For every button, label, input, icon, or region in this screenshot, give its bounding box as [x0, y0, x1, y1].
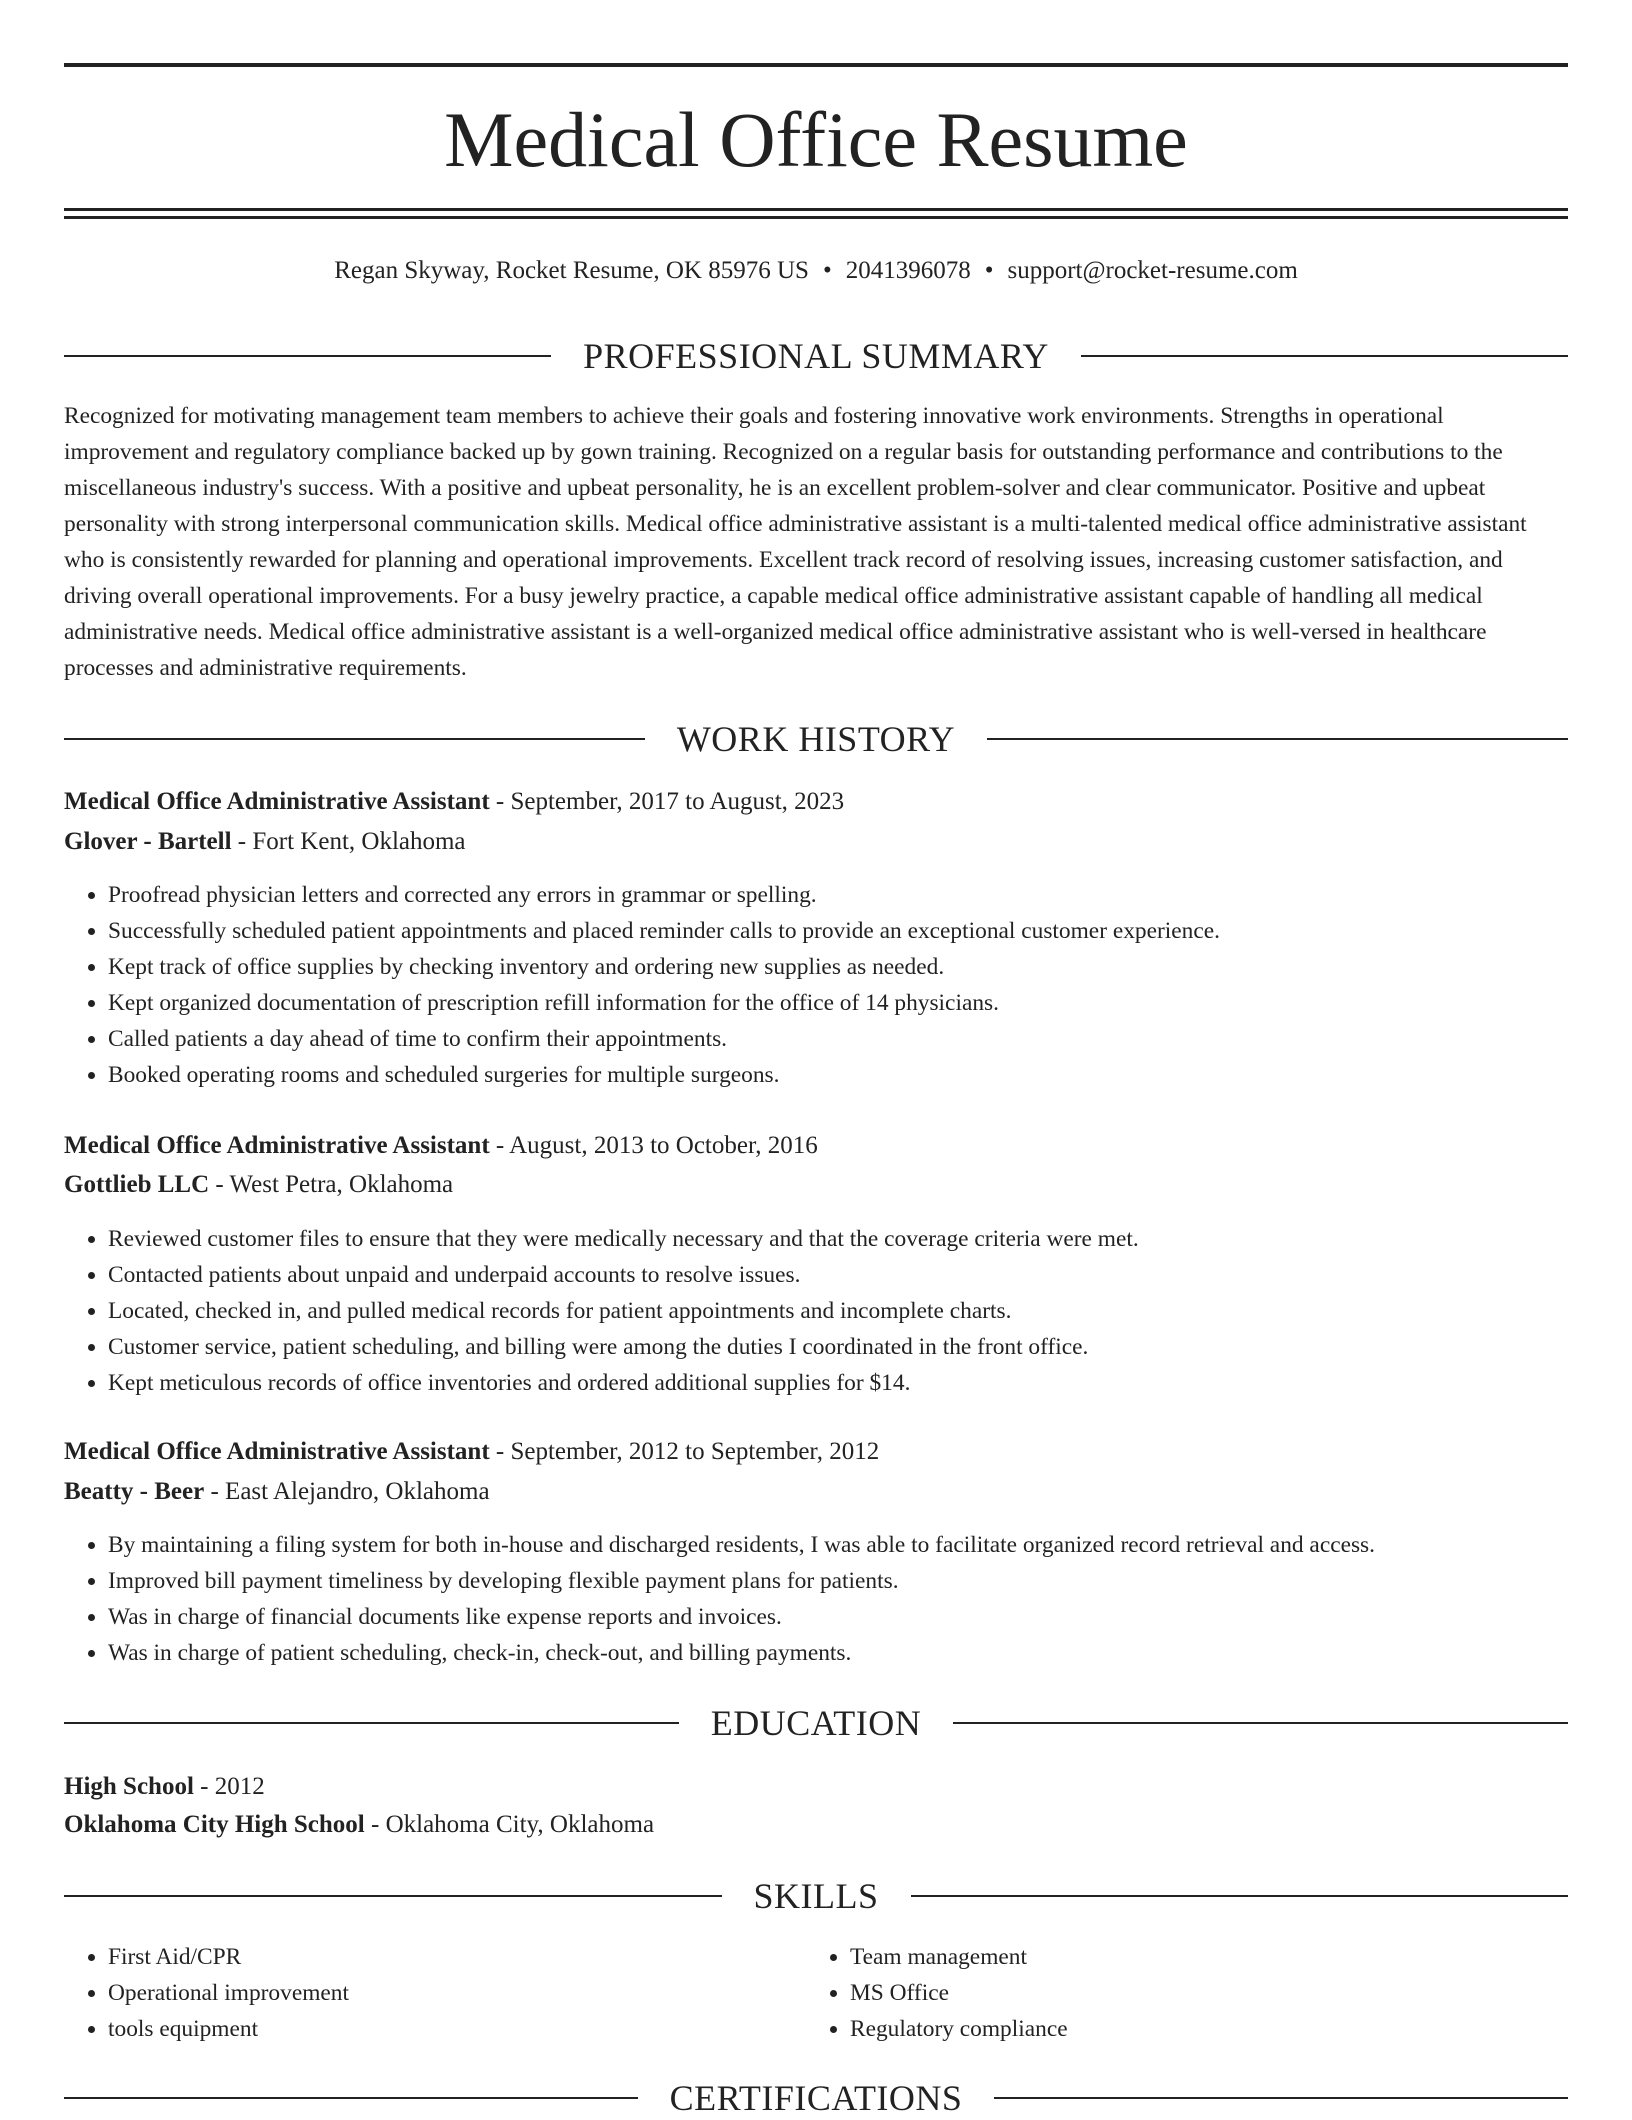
- job-title-line: [64, 1129, 1568, 1163]
- section-rule-right: [953, 1722, 1568, 1724]
- skills-list-right: [806, 1939, 1550, 2047]
- job-location: - East Alejandro, Oklahoma: [204, 1478, 490, 1505]
- section-title-certifications: CERTIFICATIONS: [669, 2078, 963, 2118]
- section-header-skills: [64, 1874, 1568, 1918]
- section-rule-left: [64, 1895, 722, 1897]
- job-bullet: • Called patients a day ahead of time to confirm their appointments.: [108, 1021, 1568, 1057]
- job-bullet: • Kept track of office supplies by checking inventory and ordering new supplies as needed.: [108, 949, 1568, 985]
- education-school: Oklahoma City High School: [64, 1811, 365, 1838]
- job-dates: - August, 2013 to October, 2016: [489, 1132, 818, 1159]
- job-bullet: • By maintaining a filing system for both in-house and discharged residents, I was able to facilitate organized record retrieval and access.: [108, 1527, 1568, 1563]
- job-bullet: • Customer service, patient scheduling, and billing were among the duties I coordinated in the front office.: [108, 1329, 1568, 1365]
- summary-text: Recognized for motivating management team members to achieve their goals and fostering innovative work environments. Strengths in operational improvement and regulatory compliance backed up by gown training. Recognized on a regular basis for outstanding performance and contributions to the miscellaneous industry's success. With a positive and upbeat personality, he is an excellent problem-solver and clear communicator. Positive and upbeat personality with strong interpersonal communication skills. Medical office administrative assistant is a multi-talented medical office administrative assistant who is consistently rewarded for planning and operational improvements. Excellent track record of resolving issues, increasing customer satisfaction, and driving overall operational improvements. For a busy jewelry practice, a capable medical office administrative assistant capable of handling all medical administrative needs. Medical office administrative assistant is a well-organized medical office administrative assistant who is well-versed in healthcare processes and administrative requirements.: [64, 403, 1527, 681]
- job-bullet: • Contacted patients about unpaid and underpaid accounts to resolve issues.: [108, 1257, 1568, 1293]
- contact-phone: 2041396078: [845, 257, 971, 284]
- job-bullet-list: [64, 1221, 1568, 1401]
- section-rule-right: [987, 738, 1568, 740]
- skill-item: • MS Office: [850, 1975, 1550, 2011]
- job-bullet: • Successfully scheduled patient appointments and placed reminder calls to provide an exceptional customer experience.: [108, 913, 1568, 949]
- contact-email[interactable]: support@rocket-resume.com: [1007, 257, 1298, 284]
- resume-title: Medical Office Resume: [444, 96, 1188, 183]
- contact-separator: •: [822, 257, 832, 284]
- section-rule-left: [64, 1722, 679, 1724]
- job-dates: - September, 2012 to September, 2012: [489, 1438, 880, 1465]
- job-bullet: • Booked operating rooms and scheduled surgeries for multiple surgeons.: [108, 1057, 1568, 1093]
- job-bullet: • Kept organized documentation of prescription refill information for the office of 14 physicians.: [108, 985, 1568, 1021]
- education-year: - 2012: [193, 1773, 265, 1800]
- section-rule-right: [911, 1895, 1569, 1897]
- contact-line: [64, 254, 1568, 288]
- job-company: Glover - Bartell: [64, 828, 232, 855]
- skill-item: • Team management: [850, 1939, 1550, 1975]
- header-double-rule-lower: [64, 216, 1568, 219]
- job-bullet-list: [64, 877, 1568, 1093]
- section-rule-left: [64, 355, 551, 357]
- skill-item: • Operational improvement: [108, 1975, 808, 2011]
- job-company: Gottlieb LLC: [64, 1171, 210, 1198]
- job-title: Medical Office Administrative Assistant: [64, 788, 490, 815]
- education-degree: High School: [64, 1773, 194, 1800]
- job-bullet: • Kept meticulous records of office inventories and ordered additional supplies for $14.: [108, 1365, 1568, 1401]
- job-company-line: [64, 1475, 1568, 1509]
- job-bullet: • Reviewed customer files to ensure that they were medically necessary and that the coverage criteria were met.: [108, 1221, 1568, 1257]
- job-title-line: [64, 1435, 1568, 1469]
- job-bullet: • Proofread physician letters and corrected any errors in grammar or spelling.: [108, 877, 1568, 913]
- job-bullet: • Was in charge of patient scheduling, check-in, check-out, and billing payments.: [108, 1635, 1568, 1671]
- skills-list-left: [64, 1939, 808, 2047]
- skill-item: • tools equipment: [108, 2011, 808, 2047]
- job-company-line: [64, 825, 1568, 859]
- job-title: Medical Office Administrative Assistant: [64, 1438, 490, 1465]
- education-school-line: [64, 1808, 1568, 1842]
- skill-item: • Regulatory compliance: [850, 2011, 1550, 2047]
- section-title-summary: PROFESSIONAL SUMMARY: [583, 336, 1049, 376]
- contact-address: Regan Skyway, Rocket Resume, OK 85976 US: [334, 257, 809, 284]
- job-bullet: • Located, checked in, and pulled medical records for patient appointments and incomplete charts.: [108, 1293, 1568, 1329]
- skill-item: • First Aid/CPR: [108, 1939, 808, 1975]
- section-rule-right: [994, 2097, 1568, 2099]
- job-title: Medical Office Administrative Assistant: [64, 1132, 490, 1159]
- section-header-work: [64, 717, 1568, 761]
- education-degree-line: [64, 1770, 1568, 1804]
- contact-separator: •: [984, 257, 994, 284]
- header-double-rule-upper: [64, 208, 1568, 211]
- section-rule-left: [64, 738, 645, 740]
- job-title-line: [64, 785, 1568, 819]
- job-location: - West Petra, Oklahoma: [209, 1171, 454, 1198]
- section-title-education: EDUCATION: [710, 1703, 922, 1743]
- section-header-certifications: [64, 2076, 1568, 2120]
- job-bullet: • Improved bill payment timeliness by developing flexible payment plans for patients.: [108, 1563, 1568, 1599]
- section-title-work: WORK HISTORY: [676, 719, 956, 759]
- job-company-line: [64, 1168, 1568, 1202]
- section-title-skills: SKILLS: [753, 1876, 879, 1916]
- section-rule-left: [64, 2097, 638, 2099]
- job-location: - Fort Kent, Oklahoma: [231, 828, 466, 855]
- education-location: - Oklahoma City, Oklahoma: [364, 1811, 655, 1838]
- section-rule-right: [1081, 355, 1568, 357]
- section-header-education: [64, 1701, 1568, 1745]
- header-top-rule: [64, 63, 1568, 67]
- section-header-summary: [64, 334, 1568, 378]
- job-bullet: • Was in charge of financial documents like expense reports and invoices.: [108, 1599, 1568, 1635]
- job-bullet-list: [64, 1527, 1568, 1671]
- job-dates: - September, 2017 to August, 2023: [489, 788, 845, 815]
- job-company: Beatty - Beer: [64, 1478, 205, 1505]
